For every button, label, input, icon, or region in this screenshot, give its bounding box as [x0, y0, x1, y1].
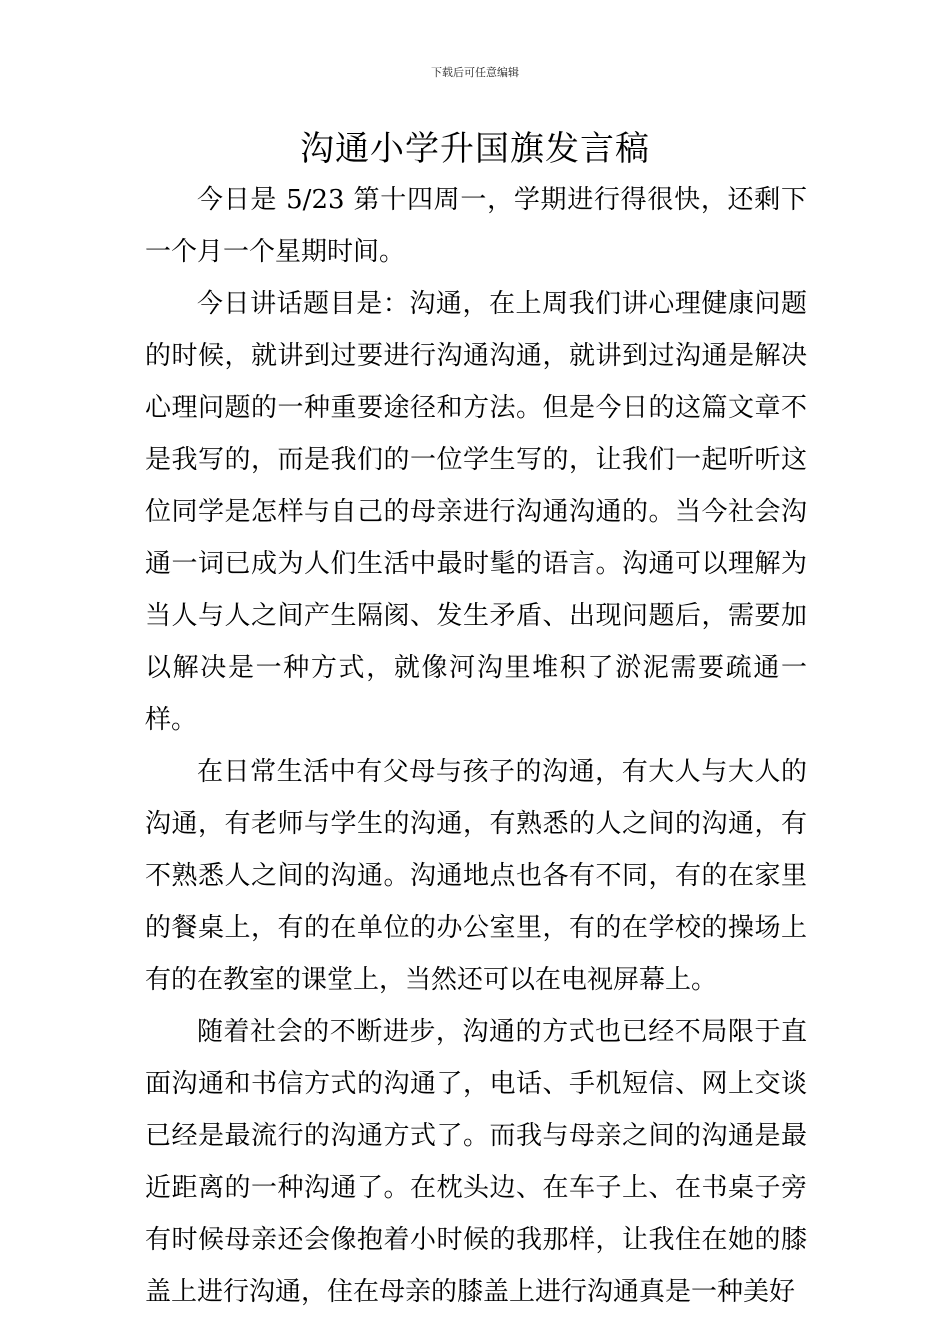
document-title: 沟通小学升国旗发言稿	[300, 129, 650, 169]
paragraph-1: 今日是 5/23 第十四周一，学期进行得很快，还剩下一个月一个星期时间。	[145, 185, 807, 267]
header-note: 下载后可任意编辑	[431, 66, 519, 79]
paragraph-4: 随着社会的不断进步，沟通的方式也已经不局限于直面沟通和书信方式的沟通了，电话、手机短信、网上交谈已经是最流行的沟通方式了。而我与母亲之间的沟通是最近距离的一种沟通了。在枕头边、在车子上、在书桌子旁有时候母亲还会像抱着小时候的我那样，让我住在她的膝盖上进行沟通，住在母亲的膝盖上进行沟通真是一种美好	[145, 1017, 807, 1307]
document-body	[145, 174, 807, 1318]
paragraph-3: 在日常生活中有父母与孩子的沟通，有大人与大人的沟通，有老师与学生的沟通，有熟悉的人之间的沟通，有不熟悉人之间的沟通。沟通地点也各有不同，有的在家里的餐桌上，有的在单位的办公室里，有的在学校的操场上有的在教室的课堂上，当然还可以在电视屏幕上。	[145, 757, 807, 995]
paragraph-2: 今日讲话题目是：沟通，在上周我们讲心理健康问题的时候，就讲到过要进行沟通沟通，就讲到过沟通是解决心理问题的一种重要途径和方法。但是今日的这篇文章不是我写的，而是我们的一位学生写的，让我们一起听听这位同学是怎样与自己的母亲进行沟通沟通的。当今社会沟通一词已成为人们生活中最时髦的语言。沟通可以理解为当人与人之间产生隔阂、发生矛盾、出现问题后，需要加以解决是一种方式，就像河沟里堆积了淤泥需要疏通一样。	[145, 289, 807, 735]
